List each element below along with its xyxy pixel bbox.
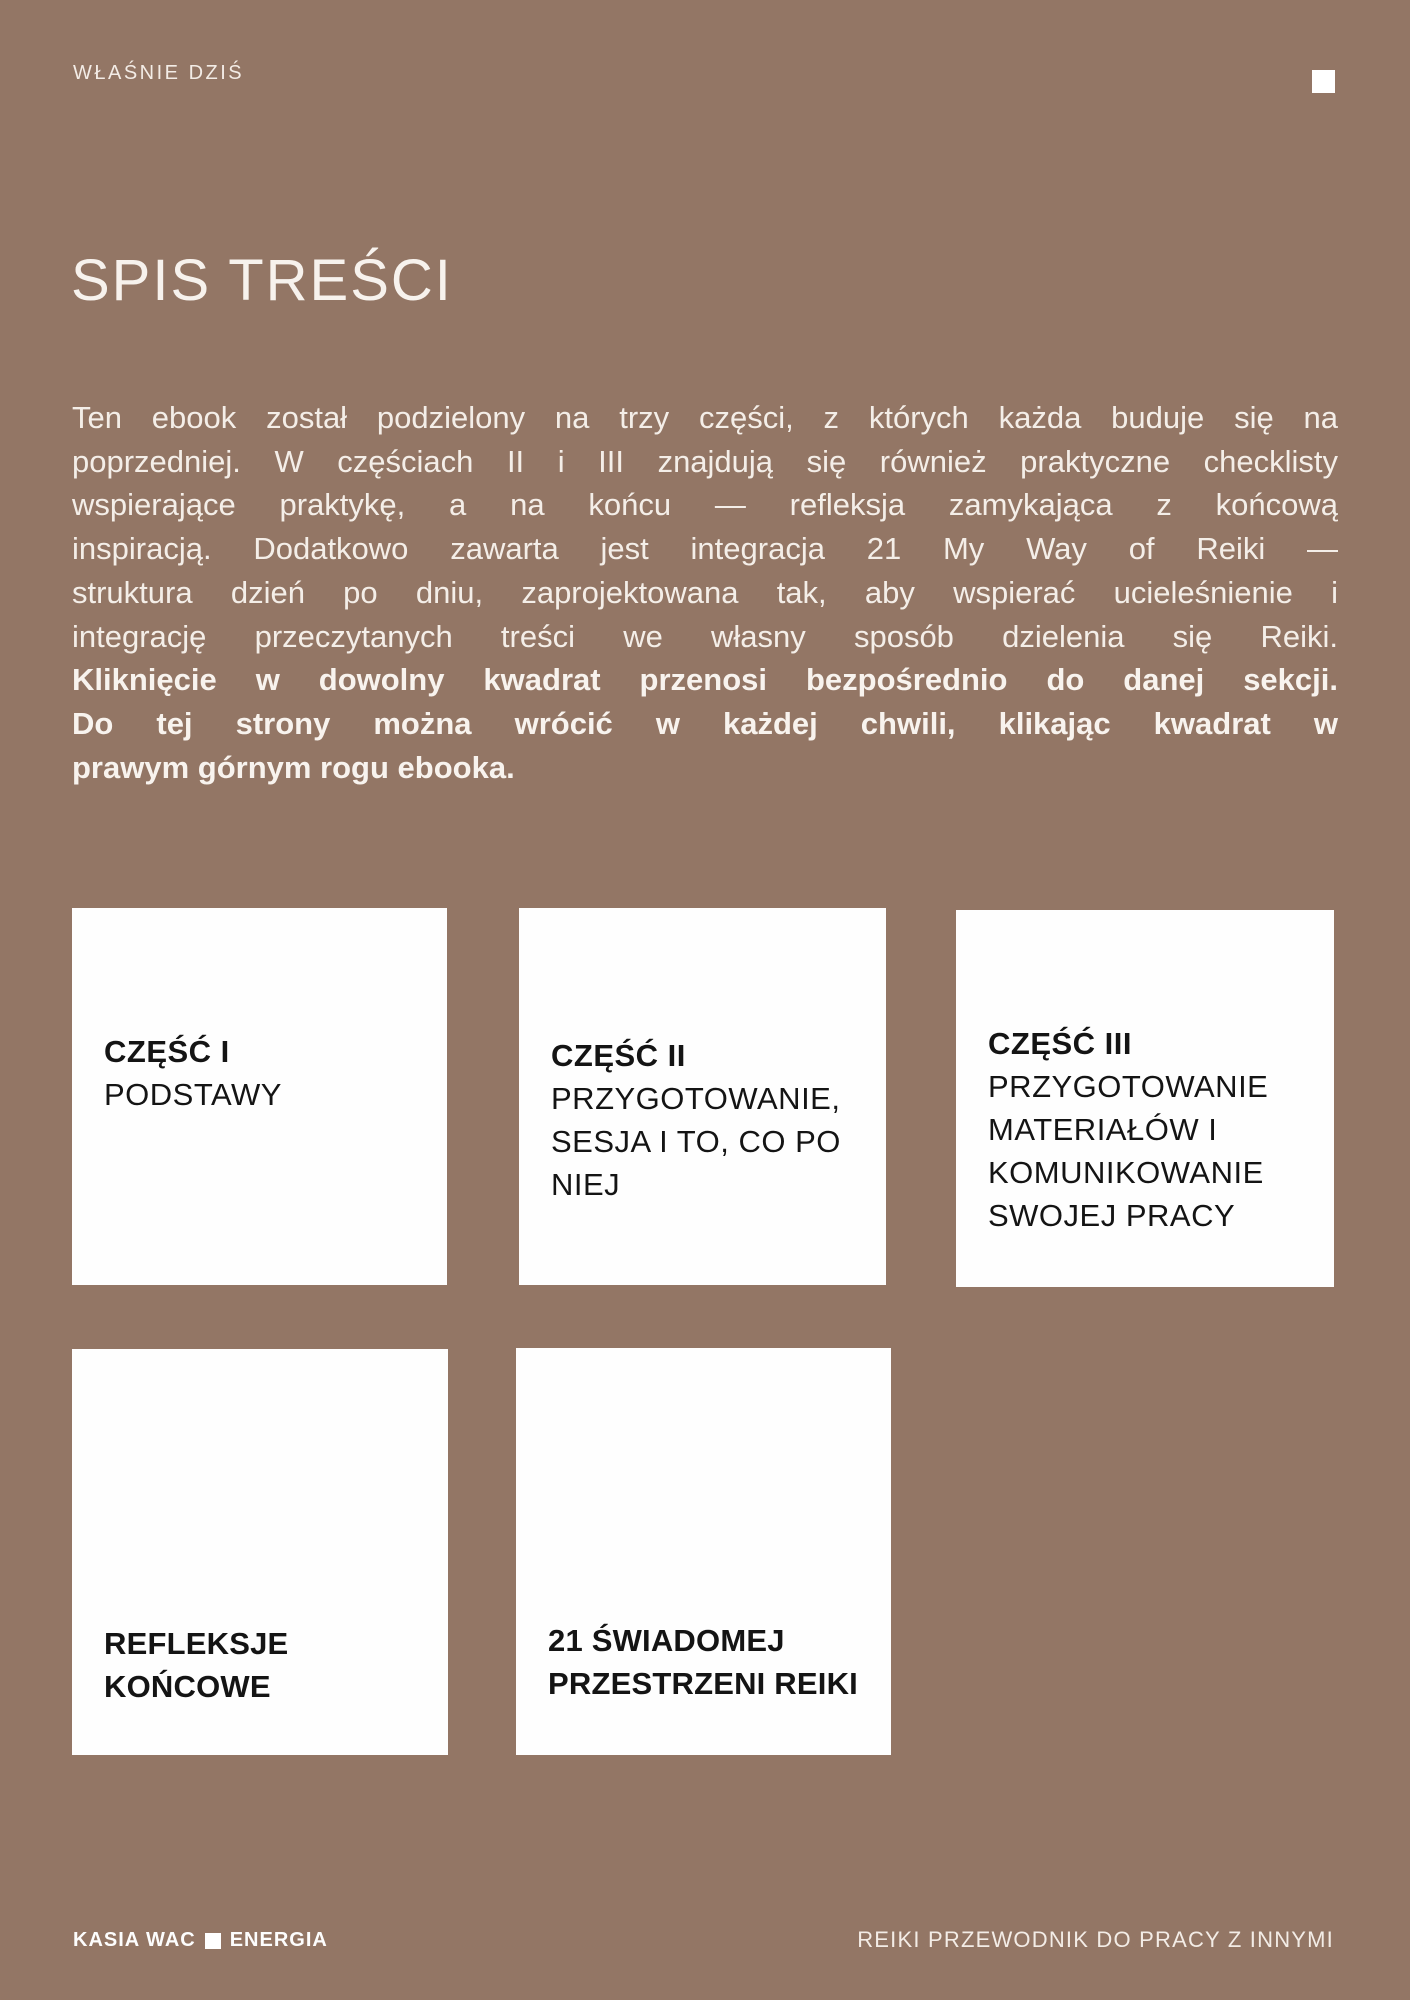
card-title-line: REFLEKSJE <box>104 1626 289 1661</box>
intro-line: poprzedniej. W częściach II i III znajdują się również praktyczne checklisty <box>72 443 1338 479</box>
card-title: CZĘŚĆ I <box>104 1034 230 1069</box>
footer-brand <box>73 1929 328 1952</box>
card-subtitle-line: SWOJEJ PRACY <box>988 1198 1236 1233</box>
card-text <box>516 1619 891 1705</box>
card-subtitle-line: PRZYGOTOWANIE <box>988 1069 1269 1104</box>
card-title-line: PRZESTRZENI REIKI <box>548 1666 858 1701</box>
intro-line-bold: Do tej strony można wrócić w każdej chwili, klikając kwadrat w <box>72 705 1338 741</box>
card-refleksje-koncowe[interactable] <box>72 1349 448 1755</box>
filled-square-icon[interactable] <box>1312 70 1335 93</box>
intro-line-bold: prawym górnym rogu ebooka. <box>72 749 515 785</box>
footer-brand-name: ENERGIA <box>229 1929 328 1951</box>
card-21-przestrzeni-reiki[interactable] <box>516 1348 891 1755</box>
card-title-line: 21 ŚWIADOMEJ <box>548 1623 785 1658</box>
card-text <box>72 1622 448 1708</box>
page-title: SPIS TREŚCI <box>71 248 453 313</box>
card-subtitle-line: MATERIAŁÓW I <box>988 1112 1218 1147</box>
footer-author: KASIA WAC <box>73 1929 196 1951</box>
intro-paragraph <box>72 396 1338 789</box>
intro-line-bold: Kliknięcie w dowolny kwadrat przenosi bezpośrednio do danej sekcji. <box>72 662 1338 698</box>
intro-line: struktura dzień po dniu, zaprojektowana tak, aby wspierać ucieleśnienie i <box>72 574 1338 610</box>
card-title: CZĘŚĆ II <box>551 1038 686 1073</box>
page-kicker: WŁAŚNIE DZIŚ <box>73 62 245 84</box>
card-subtitle-line: SESJA I TO, CO PO <box>551 1124 841 1159</box>
card-czesc-3[interactable] <box>956 910 1334 1287</box>
intro-line: wspierające praktykę, a na końcu — refleksja zamykająca z końcową <box>72 487 1338 523</box>
card-text <box>519 1034 886 1206</box>
card-subtitle-line: NIEJ <box>551 1167 621 1202</box>
card-czesc-2[interactable] <box>519 908 886 1285</box>
intro-line: Ten ebook został podzielony na trzy części, z których każda buduje się na <box>72 400 1338 435</box>
card-text <box>956 1022 1334 1237</box>
card-title: CZĘŚĆ III <box>988 1026 1133 1061</box>
filled-square-icon <box>205 1933 221 1949</box>
footer-book-title: REIKI PRZEWODNIK DO PRACY Z INNYMI <box>857 1927 1334 1952</box>
card-czesc-1[interactable] <box>72 908 447 1285</box>
card-text <box>72 1030 447 1116</box>
card-subtitle-line: PRZYGOTOWANIE, <box>551 1081 841 1116</box>
card-subtitle-line: PODSTAWY <box>104 1077 282 1112</box>
card-title-line: KOŃCOWE <box>104 1669 271 1704</box>
card-subtitle-line: KOMUNIKOWANIE <box>988 1155 1264 1190</box>
intro-line: inspiracją. Dodatkowo zawarta jest integracja 21 My Way of Reiki — <box>72 531 1338 567</box>
intro-line: integrację przeczytanych treści we własny sposób dzielenia się Reiki. <box>72 618 1338 654</box>
